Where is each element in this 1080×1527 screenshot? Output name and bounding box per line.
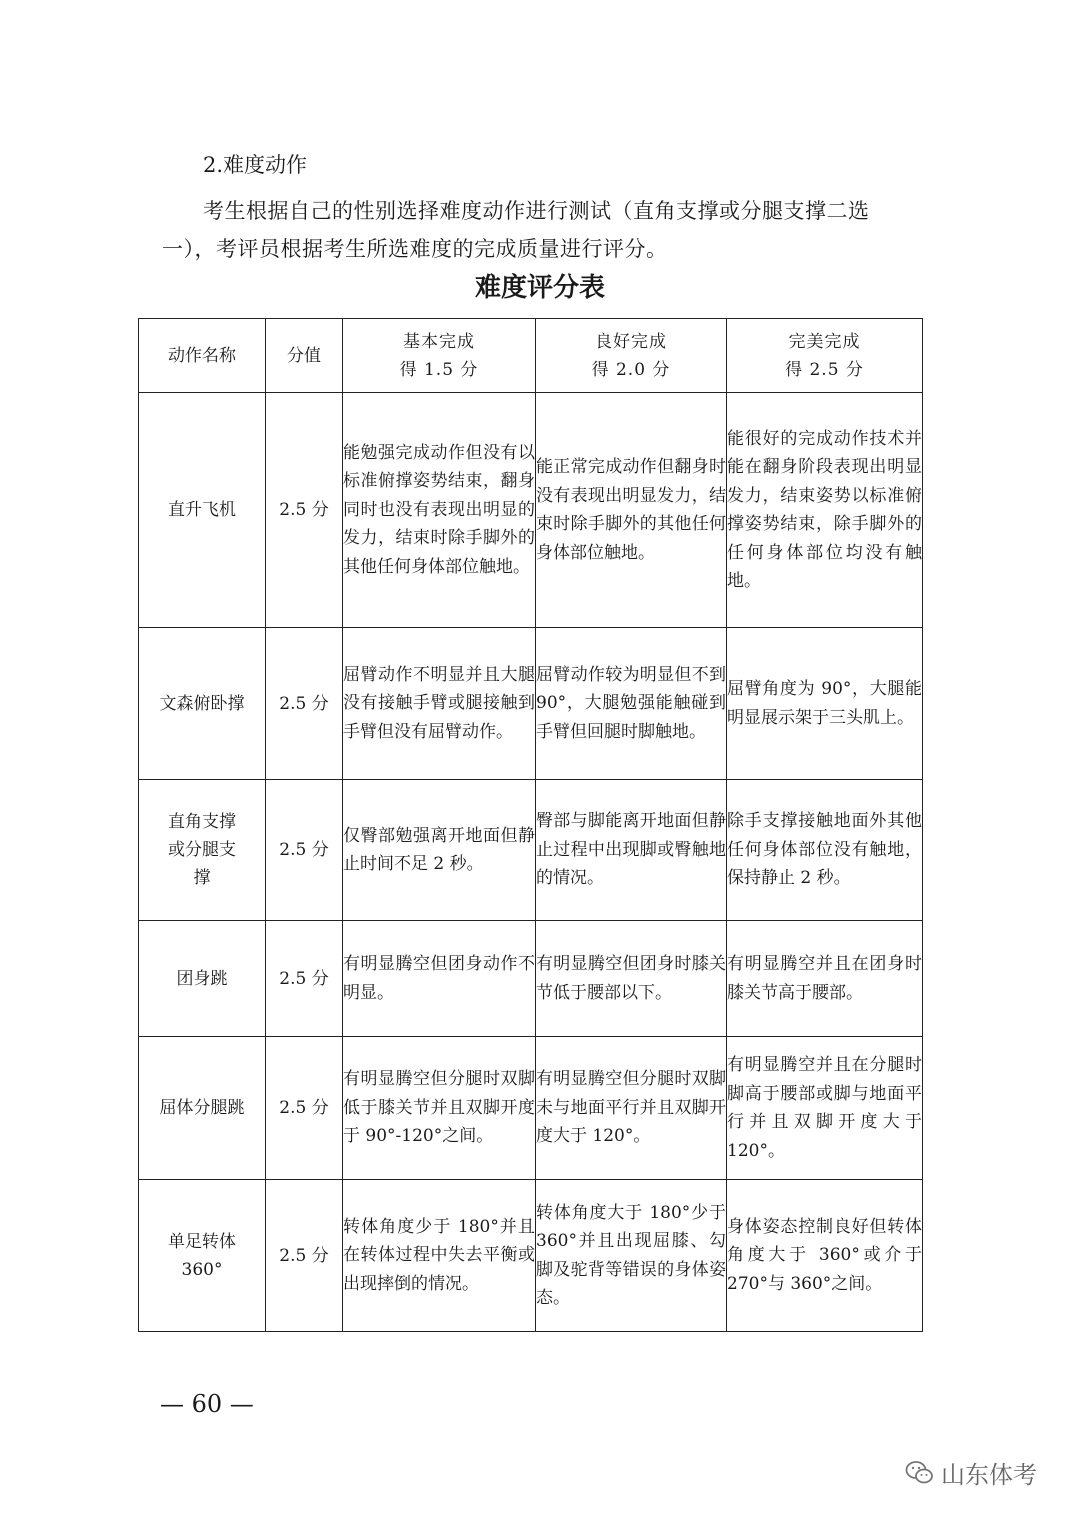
header-good <box>536 319 727 393</box>
row-score: 2.5 分 <box>266 628 343 780</box>
table-header-row <box>139 319 923 393</box>
section-heading: 2.难度动作 <box>203 153 308 177</box>
row-name: 团身跳 <box>139 921 266 1037</box>
table-row <box>139 1180 923 1332</box>
row-perfect: 屈臂角度为 90°，大腿能明显展示架于三头肌上。 <box>727 628 923 780</box>
row-good: 臀部与脚能离开地面但静止过程中出现脚或臀触地的情况。 <box>536 780 727 921</box>
row-good: 能正常完成动作但翻身时没有表现出明显发力，结束时除手脚外的其他任何身体部位触地。 <box>536 393 727 628</box>
page-number: — 60 — <box>160 1390 254 1418</box>
header-good-label: 良好完成 <box>595 331 667 352</box>
row-basic: 有明显腾空但分腿时双脚低于膝关节并且双脚开度于 90°-120°之间。 <box>343 1037 536 1180</box>
row-perfect: 除手支撑接触地面外其他任何身体部位没有触地，保持静止 2 秒。 <box>727 780 923 921</box>
row-basic: 有明显腾空但团身动作不明显。 <box>343 921 536 1037</box>
row-name: 直角支撑或分腿支撑 <box>139 780 266 921</box>
header-good-score: 得 2.0 分 <box>591 359 671 380</box>
difficulty-score-table <box>138 318 923 1332</box>
row-good: 有明显腾空但团身时膝关节低于腰部以下。 <box>536 921 727 1037</box>
row-good: 转体角度大于 180°少于 360°并且出现屈膝、勾脚及驼背等错误的身体姿态。 <box>536 1180 727 1332</box>
row-perfect: 有明显腾空并且在团身时膝关节高于腰部。 <box>727 921 923 1037</box>
header-perfect <box>727 319 923 393</box>
row-score: 2.5 分 <box>266 1180 343 1332</box>
table-row <box>139 393 923 628</box>
row-perfect: 身体姿态控制良好但转体角度大于 360°或介于 270°与 360°之间。 <box>727 1180 923 1332</box>
row-name: 单足转体 360° <box>139 1180 266 1332</box>
row-perfect: 能很好的完成动作技术并能在翻身阶段表现出明显发力，结束姿势以标准俯撑姿势结束，除手脚外的任何身体部位均没有触地。 <box>727 393 923 628</box>
row-basic: 仅臀部勉强离开地面但静止时间不足 2 秒。 <box>343 780 536 921</box>
header-perfect-score: 得 2.5 分 <box>785 359 864 380</box>
header-basic-score: 得 1.5 分 <box>399 359 479 380</box>
watermark-text: 山东体考 <box>941 1461 1037 1489</box>
row-name: 文森俯卧撑 <box>139 628 266 780</box>
row-score: 2.5 分 <box>266 780 343 921</box>
watermark <box>905 1455 1037 1490</box>
row-name: 直升飞机 <box>139 393 266 628</box>
table-row <box>139 780 923 921</box>
row-basic: 转体角度少于 180°并且在转体过程中失去平衡或出现摔倒的情况。 <box>343 1180 536 1332</box>
table-row <box>139 1037 923 1180</box>
row-good: 屈臂动作较为明显但不到 90°，大腿勉强能触碰到手臂但回腿时脚触地。 <box>536 628 727 780</box>
row-basic: 屈臂动作不明显并且大腿没有接触手臂或腿接触到手臂但没有屈臂动作。 <box>343 628 536 780</box>
row-score: 2.5 分 <box>266 393 343 628</box>
table-row <box>139 628 923 780</box>
header-basic-label: 基本完成 <box>403 331 475 352</box>
row-score: 2.5 分 <box>266 1037 343 1180</box>
intro-paragraph: 考生根据自己的性别选择难度动作进行测试（直角支撑或分腿支撑二选一），考评员根据考生所选难度的完成质量进行评分。 <box>162 199 870 261</box>
row-basic: 能勉强完成动作但没有以标准俯撑姿势结束，翻身同时也没有表现出明显的发力，结束时除手脚外的其他任何身体部位触地。 <box>343 393 536 628</box>
table-title: 难度评分表 <box>474 273 605 303</box>
row-name: 屈体分腿跳 <box>139 1037 266 1180</box>
row-score: 2.5 分 <box>266 921 343 1037</box>
wechat-icon <box>905 1460 935 1486</box>
header-name: 动作名称 <box>139 319 266 393</box>
table-row <box>139 921 923 1037</box>
row-perfect: 有明显腾空并且在分腿时脚高于腰部或脚与地面平行并且双脚开度大于 120°。 <box>727 1037 923 1180</box>
header-score: 分值 <box>266 319 343 393</box>
row-good: 有明显腾空但分腿时双脚未与地面平行并且双脚开度大于 120°。 <box>536 1037 727 1180</box>
header-basic <box>343 319 536 393</box>
header-perfect-label: 完美完成 <box>788 331 861 352</box>
